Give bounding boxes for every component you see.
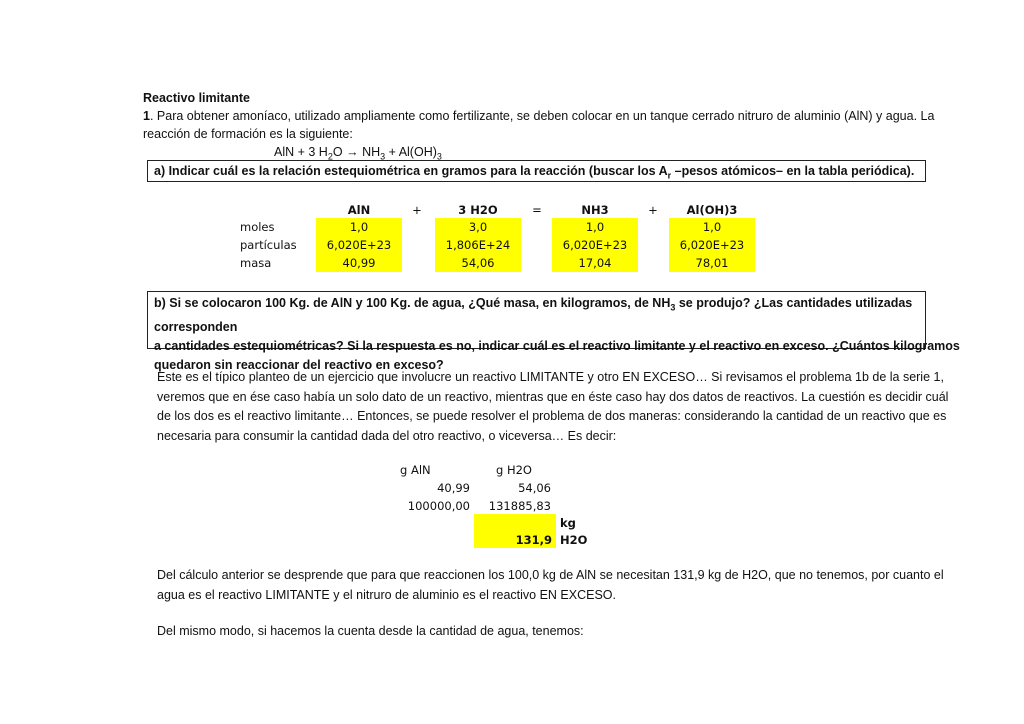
eq-part: NH — [362, 145, 381, 159]
intro-text-1: . Para obtener amoníaco, utilizado ampliamente como fertilizante, se deben colocar en un tanque cerrado nitruro de aluminio (AlN) y agua. La — [149, 109, 935, 123]
question-b-text-end: se produjo? ¿Las cantidades utilizadas corresponden — [154, 296, 913, 334]
calc-result: 131,9 — [515, 533, 552, 547]
paragraph-2 — [157, 566, 944, 605]
calc-cell: 131885,83 — [488, 499, 551, 513]
table-cell: 78,01 — [695, 256, 729, 270]
eq-part: AlN + 3 H — [274, 145, 328, 159]
eq-sub: 2 — [327, 151, 333, 162]
paragraph-line: veremos que en ése caso había un solo dato de un reactivo, mientras que en éste caso hay dos datos de reactivos. La cuestión es decidir cuál — [157, 389, 949, 404]
eq-part: O — [332, 145, 343, 159]
paragraph-1 — [157, 368, 949, 446]
row-label: masa — [240, 256, 272, 270]
table-cell: 6,020E+23 — [326, 238, 392, 252]
paragraph-line: de los dos es el reactivo limitante… Entonces, se puede resolver el problema de dos maneras: considerando la cantidad de un reactivo que es — [157, 409, 947, 423]
table-cell: 54,06 — [461, 256, 495, 270]
table-cell: 17,04 — [578, 256, 612, 270]
calc-cell: 54,06 — [518, 481, 551, 495]
eq-sub: 3 — [436, 151, 442, 162]
question-b-line-2: a cantidades estequiométricas? Si la respuesta es no, indicar cuál es el reactivo limitante y el reactivo en exceso. ¿Cuántos kilogramos — [154, 338, 960, 353]
question-b-sub: 3 — [670, 302, 676, 313]
table-cell: 1,0 — [349, 220, 369, 234]
table-header: NH3 — [581, 203, 609, 217]
intro-line-2: reacción de formación es la siguiente: — [143, 127, 353, 141]
paragraph-3: Del mismo modo, si hacemos la cuenta desde la cantidad de agua, tenemos: — [157, 624, 584, 638]
paragraph-line: Del cálculo anterior se desprende que para que reaccionen los 100,0 kg de AlN se necesitan 131,9 kg de H2O, que no tenemos, por cuanto el — [157, 568, 944, 582]
question-a-text-end: –pesos atómicos– en la tabla periódica). — [671, 164, 915, 178]
paragraph-line: necesaria para consumir la cantidad dada del otro reactivo, o viceversa… Es decir: — [157, 428, 617, 443]
calc-header: g H2O — [496, 463, 532, 477]
calc-cell: 40,99 — [437, 481, 470, 495]
row-label: partículas — [240, 238, 297, 252]
calc-header: g AlN — [400, 463, 431, 477]
question-b-box — [147, 291, 960, 372]
question-b-line-1 — [154, 294, 919, 337]
paragraph-line: Este es el típico planteo de un ejercicio que involucre un reactivo LIMITANTE y otro EN EXCESO… Si revisamos el problema 1b de la serie 1, — [157, 370, 944, 384]
calc-unit: H2O — [560, 533, 588, 547]
eq-sub: 3 — [380, 151, 386, 162]
operator: + — [648, 203, 658, 217]
arrow-icon: → — [346, 145, 359, 159]
table-header: Al(OH)3 — [686, 203, 738, 217]
table-header: 3 H2O — [458, 203, 498, 217]
table-cell: 6,020E+23 — [562, 238, 628, 252]
question-b-text: b) Si se colocaron 100 Kg. de AlN y 100 Kg. de agua, ¿Qué masa, en kilogramos, de NH — [154, 296, 671, 310]
question-b-line-3: quedaron sin reaccionar del reactivo en exceso? — [154, 357, 444, 372]
table-header: AlN — [347, 203, 371, 217]
calc-unit: kg — [560, 516, 576, 530]
paragraph-line: agua es el reactivo LIMITANTE y el nitruro de aluminio es el reactivo EN EXCESO. — [157, 587, 616, 602]
operator: + — [412, 203, 422, 217]
table-cell: 40,99 — [342, 256, 376, 270]
section-title: Reactivo limitante — [143, 91, 250, 105]
eq-part: + Al(OH) — [385, 145, 437, 159]
question-a-sub: r — [667, 170, 672, 181]
question-a-box — [147, 160, 926, 182]
table-cell: 1,0 — [585, 220, 605, 234]
calc-cell: 100000,00 — [407, 499, 470, 513]
intro-line-1 — [143, 107, 934, 126]
problem-number: 1 — [143, 109, 150, 123]
table-cell: 1,0 — [702, 220, 722, 234]
question-a-text: a) Indicar cuál es la relación estequiométrica en gramos para la reacción (buscar los A — [154, 164, 668, 178]
table-cell: 6,020E+23 — [679, 238, 745, 252]
table-cell: 3,0 — [468, 220, 488, 234]
table-cell: 1,806E+24 — [445, 238, 511, 252]
operator: = — [532, 203, 542, 217]
row-label: moles — [240, 220, 275, 234]
